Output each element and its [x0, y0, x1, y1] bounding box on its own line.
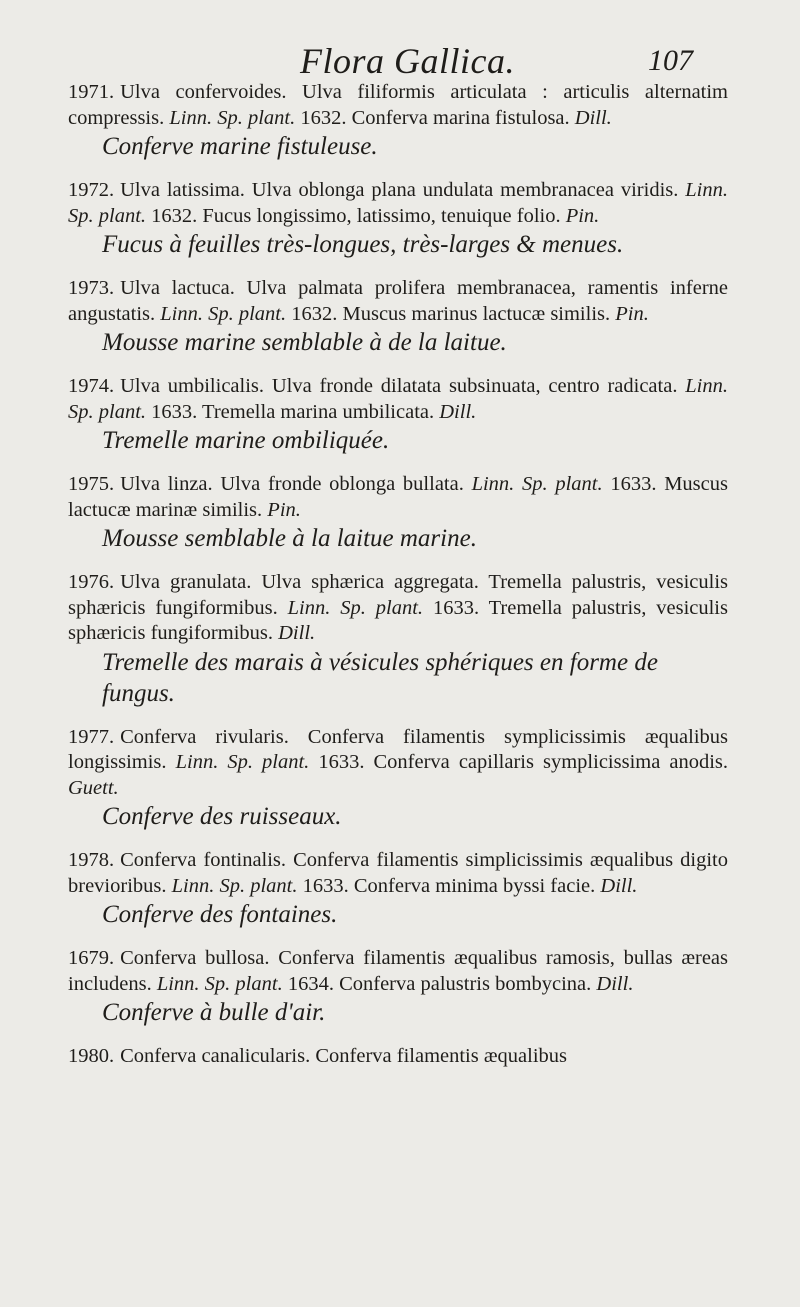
entry-number: 1980.	[68, 1045, 115, 1067]
description-text: Conferva rivularis. Conferva filamentis symplicissimis æqualibus longissimis.	[68, 725, 728, 773]
french-common-name: Mousse semblable à la laitue marine.	[102, 525, 477, 552]
french-common-name: Tremelle marine ombiliquée.	[102, 427, 390, 454]
latin-description	[68, 276, 728, 327]
description-text: Ulva umbilicalis. Ulva fronde dilatata subsinuata, centro radicata.	[120, 375, 686, 397]
entry-number: 1975.	[68, 473, 115, 495]
species-entry	[68, 472, 728, 554]
french-common-name: Conferve marine fistuleuse.	[102, 133, 378, 160]
description-text: 1633. Conferva capillaris symplicissima anodis.	[309, 751, 728, 773]
citation-text: Linn. Sp. plant.	[171, 874, 298, 897]
description-text: Ulva linza. Ulva fronde oblonga bullata.	[120, 473, 472, 495]
citation-text: Linn. Sp. plant.	[287, 596, 424, 619]
citation-text: Pin.	[267, 498, 301, 521]
latin-description	[68, 725, 728, 802]
description-text: Conferva canalicularis. Conferva filamentis æqualibus	[120, 1045, 568, 1067]
citation-text: Linn. Sp. plant.	[156, 972, 283, 995]
entry-number: 1971.	[68, 81, 115, 103]
french-common-name: Tremelle des marais à vésicules sphériques en forme de fungus.	[102, 648, 658, 707]
citation-text: Dill.	[600, 874, 638, 897]
entry-number: 1972.	[68, 179, 115, 201]
citation-text: Guett.	[68, 776, 119, 799]
latin-description	[68, 374, 728, 425]
description-text: 1632. Conferva marina fistulosa.	[295, 106, 575, 129]
species-entry	[68, 725, 728, 833]
species-entry	[68, 946, 728, 1028]
final-entry-line	[68, 1044, 728, 1070]
entry-number: 1976.	[68, 571, 115, 593]
citation-text: Linn. Sp. plant.	[175, 751, 310, 773]
description-text: Conferva bullosa. Conferva filamentis æqualibus ramosis, bullas æreas includens.	[68, 947, 728, 995]
species-entry	[68, 178, 728, 260]
citation-text: Dill.	[439, 400, 477, 423]
french-common-name: Conferve à bulle d'air.	[102, 999, 326, 1026]
latin-description	[68, 178, 728, 229]
running-title: Flora Gallica.	[300, 41, 515, 81]
citation-text: Pin.	[565, 204, 600, 227]
description-text: 1632. Muscus marinus lactucæ similis.	[286, 302, 616, 325]
description-text: 1633. Tremella marina umbilicata.	[146, 400, 440, 423]
french-common-name: Mousse marine semblable à de la laitue.	[102, 329, 507, 356]
citation-text: Dill.	[574, 106, 612, 129]
latin-description	[68, 946, 728, 997]
description-text: 1633. Conferva minima byssi facie.	[297, 874, 601, 897]
french-common-name: Conferve des ruisseaux.	[102, 803, 342, 830]
citation-text: Linn. Sp. plant.	[68, 179, 728, 227]
species-entry	[68, 374, 728, 456]
description-text: Conferva fontinalis. Conferva filamentis simplicissimis æqualibus digito brevioribus.	[68, 849, 728, 897]
entry-number: 1974.	[68, 375, 115, 397]
description-text: 1632. Fucus longissimo, latissimo, tenuique folio.	[146, 204, 566, 227]
species-entry	[68, 570, 728, 709]
description-text: 1634. Conferva palustris bombycina.	[282, 972, 597, 995]
latin-description	[68, 848, 728, 899]
latin-description	[68, 80, 728, 131]
french-common-name: Fucus à feuilles très-longues, très-larges & menues.	[102, 231, 624, 258]
citation-text: Dill.	[596, 972, 634, 995]
citation-text: Linn. Sp. plant.	[169, 106, 296, 129]
entry-number: 1977.	[68, 725, 115, 748]
latin-description	[68, 570, 728, 647]
description-text: Ulva latissima. Ulva oblonga plana undulata membranacea viridis.	[120, 179, 686, 201]
citation-text: Pin.	[615, 302, 649, 325]
species-entry	[68, 80, 728, 162]
description-text: 1633. Muscus lactucæ marinæ similis.	[68, 473, 728, 521]
latin-description	[68, 472, 728, 523]
description-text: Ulva granulata. Ulva sphærica aggregata. Tremella palustris, vesiculis sphæricis fungiformibus.	[68, 571, 728, 619]
french-common-name: Conferve des fontaines.	[102, 901, 338, 928]
species-entry	[68, 276, 728, 358]
description-text: Ulva lactuca. Ulva palmata prolifera membranacea, ramentis inferne angustatis.	[68, 277, 728, 325]
citation-text: Linn. Sp. plant.	[471, 473, 603, 495]
citation-text: Dill.	[278, 622, 316, 644]
description-text: Ulva confervoides. Ulva filiformis articulata : articulis alternatim compressis.	[68, 81, 728, 129]
description-text: 1633. Tremella palustris, vesiculis sphæricis fungiformibus.	[68, 596, 728, 644]
page-number: 107	[648, 44, 693, 77]
species-entry	[68, 848, 728, 930]
entry-number: 1973.	[68, 277, 115, 299]
citation-text: Linn. Sp. plant.	[68, 375, 728, 423]
entry-number: 1978.	[68, 849, 115, 871]
entries-list	[68, 80, 728, 1070]
citation-text: Linn. Sp. plant.	[160, 302, 287, 325]
entry-number: 1679.	[68, 947, 115, 969]
